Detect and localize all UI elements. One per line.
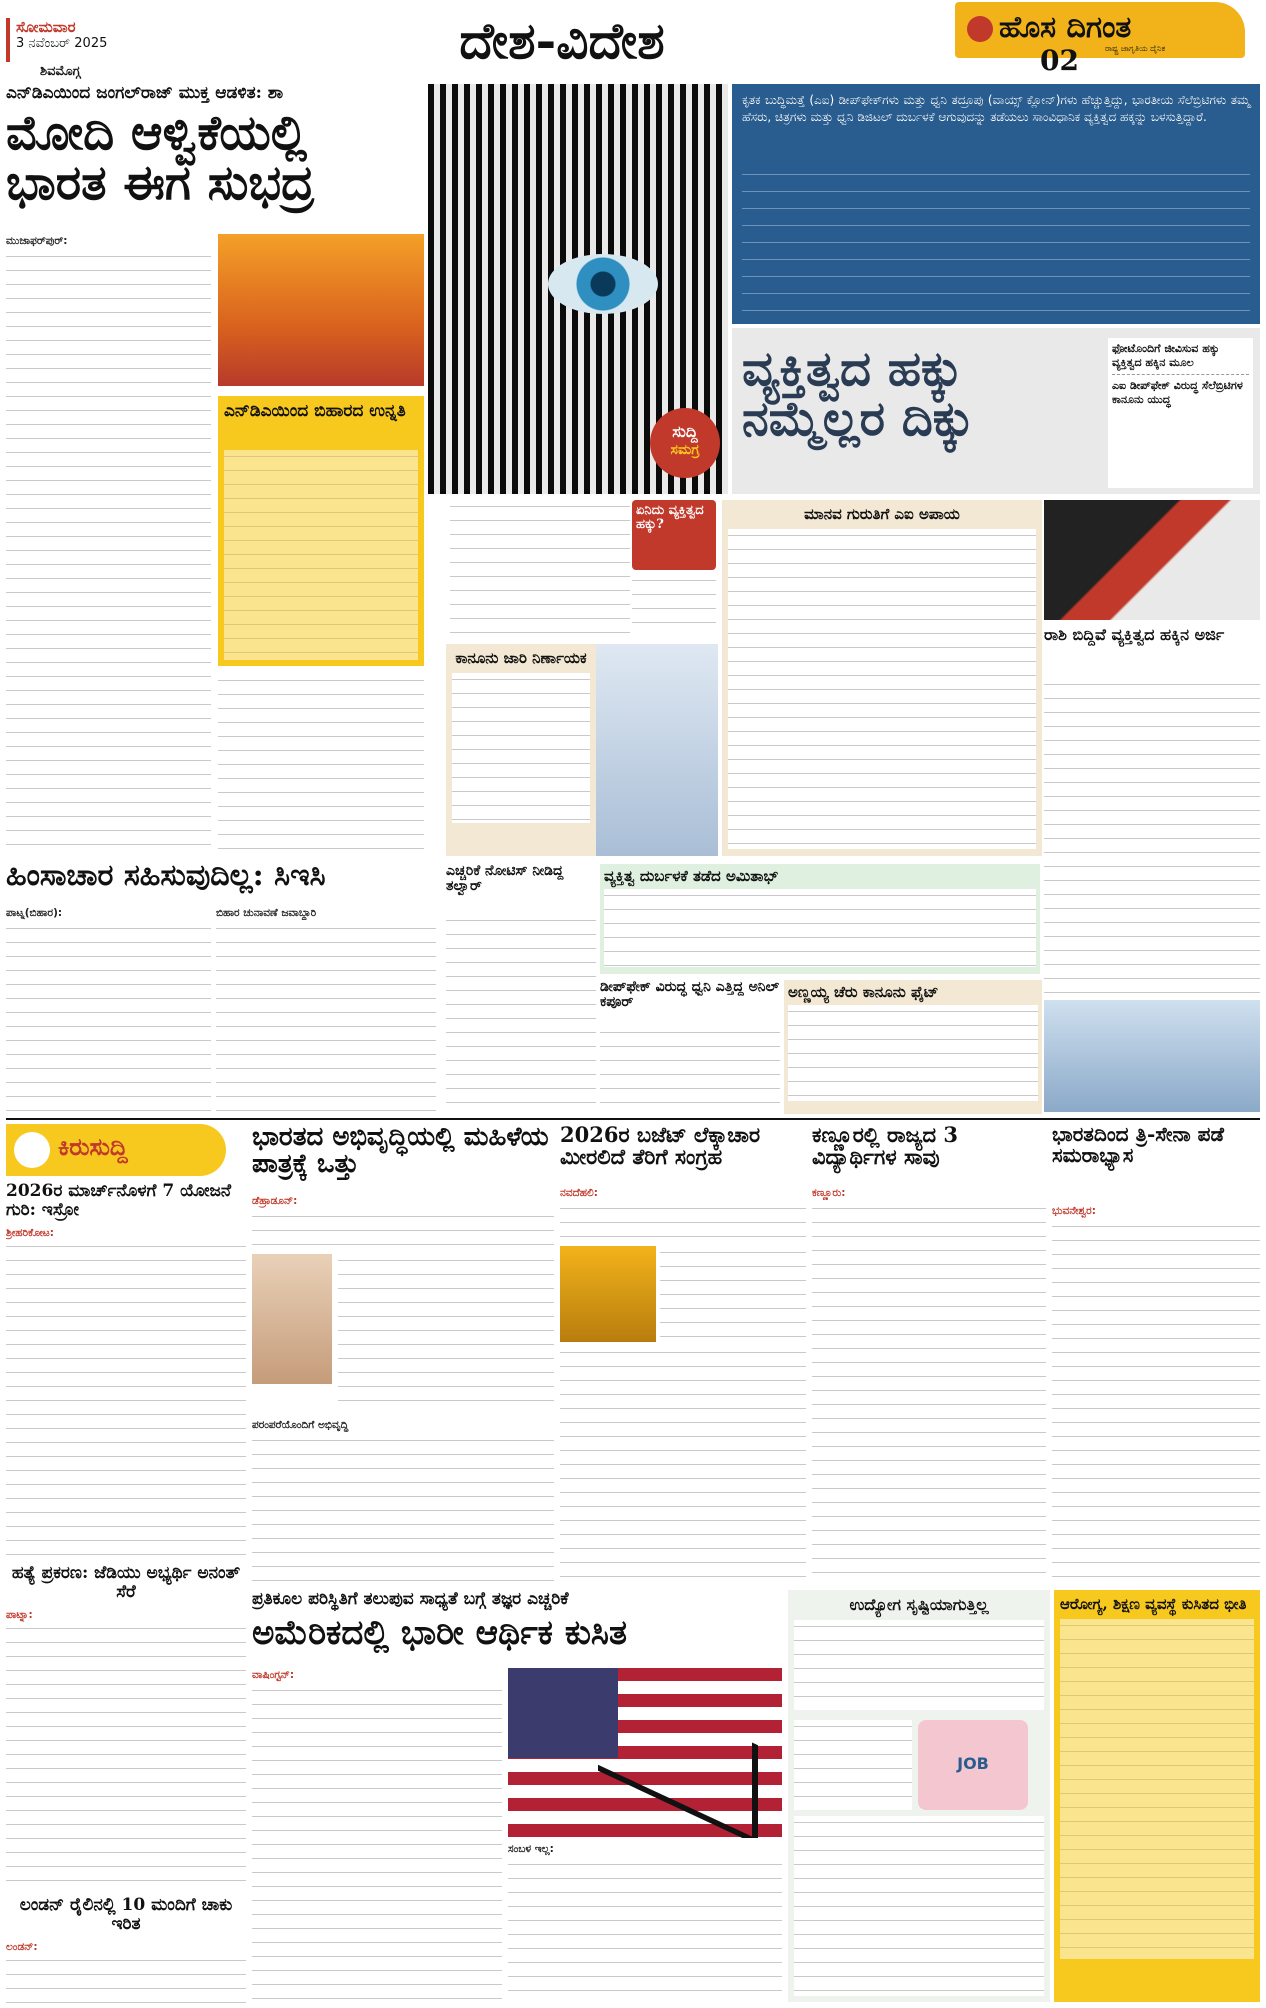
rai-title: ರಾಶಿ ಬಿದ್ದಿವೆ ವ್ಯಕ್ತಿತ್ವದ ಹಕ್ಕಿನ ಅರ್ಜಿ [1044,626,1225,644]
badge-line1: ಸುದ್ದಿ [672,422,698,441]
us-headline: ಅಮೆರಿಕದಲ್ಲಿ ಭಾರೀ ಆರ್ಥಿಕ ಕುಸಿತ [252,1616,627,1653]
jobs-text-3 [794,1816,1044,1996]
us-text-2 [508,1858,782,2002]
ai-box [722,500,1042,856]
jobs-text-2 [794,1720,912,1810]
anil-text [600,1026,780,1114]
health-title: ಆರೋಗ್ಯ, ಶಿಕ್ಷಣ ವ್ಯವಸ್ಥೆ ಕುಸಿತದ ಭೀತಿ [1060,1595,1247,1613]
lead-box-title: ಎನ್‌ಡಿಎಯಿಂದ ಬಿಹಾರದ ಉನ್ನತಿ [224,402,406,421]
lead-story [6,84,424,854]
date-box [6,18,156,62]
q-title: ಏನಿದು ವ್ಯಕ್ತಿತ್ವದ ಹಕ್ಕು? [636,503,704,533]
feature-intro-box [732,84,1260,324]
job-icon [918,1720,1028,1810]
budget-text-top [560,1202,806,1242]
annayya-text [788,1005,1038,1101]
paper-name: ಹೊಸ ದಿಗಂತ [999,10,1132,45]
paper-logo [955,2,1245,58]
women-text-top [252,1210,554,1250]
women-photo [252,1254,332,1384]
lead-headline: ಮೋದಿ ಆಳ್ವಿಕೆಯಲ್ಲಿ ಭಾರತ ಈಗ ಸುಭದ್ರ [6,108,315,212]
feature-image [428,84,728,494]
mask-image [1044,500,1260,620]
feature-intro-text: ಕೃತಕ ಬುದ್ಧಿಮತ್ತೆ (ಎಐ) ಡೀಪ್‌ಫೇಕ್‌ಗಳು ಮತ್ತು ಧ್ವನಿ ತದ್ರೂಪು (ವಾಯ್ಸ್ ಕ್ಲೋನ್)ಗಳು ಹೆಚ್ಚುತ್ತಿದ್ದು, ಭಾರತೀಯ ಸೆಲೆಬ್ರಿಟಿಗಳು ತಮ್ಮ ಹೆಸರು, ಚಿತ್ರಗಳು ಮತ್ತು ಧ್ವನಿ ಡಿಜಿಟಲ್ ದುರ್ಬಳಕೆ ಆಗುವುದನ್ನು ತಡೆಯಲು ಸಾಂವಿಧಾನಿಕ ವ್ಯಕ್ತಿತ್ವದ ಹಕ್ಕನ್ನು ಬಳಸುತ್ತಿದ್ದಾರೆ. [742,93,1250,124]
notice-text [446,914,596,1114]
budget-headline: 2026ರ ಬಜೆಟ್ ಲೆಕ್ಕಾಚಾರ ಮೀರಲಿದೆ ತೆರಿಗೆ ಸಂಗ್ರಹ [560,1124,761,1170]
health-text [1060,1619,1254,1959]
lead-photo [218,234,424,386]
lead-text-col2 [218,674,424,854]
kannur-headline: ಕಣ್ಣೂರಲ್ಲಿ ರಾಜ್ಯದ 3 ವಿದ್ಯಾರ್ಥಿಗಳ ಸಾವು [812,1124,959,1170]
amitabh-text [604,889,1036,967]
jobs-text-1 [794,1620,1044,1710]
brief-1-text [6,1240,246,1560]
lead-box-text [224,450,418,660]
eye-icon [548,254,658,314]
amitabh-box [600,864,1040,974]
budget-story [560,1124,806,1584]
divider [6,1118,1260,1120]
us-sub: ಸಂಬಳ ಇಲ್ಲ: [508,1843,554,1855]
robot-image [596,644,718,856]
rai-text [1044,678,1260,998]
women-story [252,1124,554,1584]
violence-text-1 [6,922,211,1114]
brief-2-text [6,1622,246,1892]
exercise-dateline: ಭುವನೇಶ್ವರ: [1052,1205,1096,1217]
lead-text-col1 [6,250,211,854]
ai-text [728,529,1036,849]
law-title: ಕಾನೂನು ಜಾರಿ ನಿರ್ಣಾಯಕ [455,649,587,667]
feature-points [1108,338,1253,488]
brief-3-dateline: ಲಂಡನ್: [6,1941,38,1953]
feature-headline-box [732,328,1260,494]
brief-2-dateline: ಪಾಟ್ನಾ: [6,1609,33,1621]
us-kicker: ಪ್ರತಿಕೂಲ ಪರಿಸ್ಥಿತಿಗೆ ತಲುಪುವ ಸಾಧ್ಯತೆ ಬಗ್ಗೆ ತಜ್ಞರ ಎಚ್ಚರಿಕೆ [252,1590,569,1609]
brief-1-title: 2026ರ ಮಾರ್ಚ್‌ನೊಳಗೆ 7 ಯೋಜನೆ ಗುರಿ: ಇಸ್ರೋ [6,1182,232,1220]
ai-title: ಮಾನವ ಗುರುತಿಗೆ ಎಐ ಅಪಾಯ [804,505,960,523]
day-label: ಸೋಮವಾರ [16,18,76,36]
jobs-title: ಉದ್ಯೋಗ ಸೃಷ್ಟಿಯಾಗುತ್ತಿಲ್ಲ [849,1595,989,1614]
exercise-story [1052,1124,1260,1584]
job-icon-text: JOB [957,1754,989,1773]
decline-arrow-icon [598,1671,758,1838]
feature-point-2: ಎಐ ಡೀಪ್‌ಫೇಕ್ ವಿರುದ್ಧ ಸೆಲೆಬ್ರಿಟಿಗಳ ಕಾನೂನು ಯುದ್ಧ [1112,379,1243,406]
feature-headline: ವ್ಯಕ್ತಿತ್ವದ ಹಕ್ಕು ನಮ್ಮೆಲ್ಲರ ದಿಕ್ಕು [742,344,975,448]
brief-2-title: ಹತ್ಯೆ ಪ್ರಕರಣ: ಜೆಡಿಯು ಅಭ್ಯರ್ಥಿ ಅನಂತ್ ಸೆರೆ [11,1564,241,1602]
exercise-headline: ಭಾರತದಿಂದ ತ್ರಿ-ಸೇನಾ ಪಡೆ ಸಮರಾಭ್ಯಾಸ [1052,1124,1224,1167]
us-dateline: ವಾಷಿಂಗ್ಟನ್: [252,1669,295,1681]
violence-dateline: ಪಾಟ್ನ(ಬಿಹಾರ): [6,907,63,919]
paper-tagline: ರಾಷ್ಟ್ರ ಜಾಗೃತಿಯ ದೈನಿಕ [1105,44,1166,53]
briefs-column [6,1124,246,2004]
jobs-box [788,1590,1050,2002]
place-label: ಶಿವಮೊಗ್ಗ [40,64,81,79]
notice-title: ಎಚ್ಚರಿಕೆ ನೋಟಿಸ್ ನೀಡಿದ್ದ ತಲ್ವಾರ್ [446,864,564,895]
annayya-box [784,980,1042,1114]
section-title: ದೇಶ-ವಿದೇಶ [459,11,665,70]
budget-dateline: ನವದೆಹಲಿ: [560,1187,598,1199]
us-text-1 [252,1684,502,2002]
annayya-title: ಅಣ್ಣಯ್ಯ ಚೆರು ಕಾನೂನು ಫೈಟ್ [788,983,939,1001]
women-dateline: ಡೆಹ್ರಾಡೂನ್: [252,1195,298,1207]
tax-image [560,1246,656,1342]
law-box [446,644,596,856]
lamp-icon [967,16,993,42]
date-label: 3 ನವೆಂಬರ್ 2025 [16,36,108,51]
q-badge [632,500,716,570]
budget-text-1 [660,1246,806,1342]
law-text [452,673,590,823]
us-story [252,1590,782,2002]
pointer-icon [14,1132,50,1168]
kannur-dateline: ಕಣ್ಣೂರು: [812,1187,846,1199]
us-flag-image [508,1668,782,1838]
page-number: 02 [1040,44,1079,77]
amitabh-title: ವ್ಯಕ್ತಿತ್ವ ದುರ್ಬಳಕೆ ತಡೆದ ಅಮಿತಾಭ್ [604,867,779,885]
kannur-text [812,1202,1046,1584]
lead-dateline: ಮುಜಾಫರ್‌ಪುರ್: [6,235,68,247]
masthead [0,0,1266,82]
health-box [1054,1590,1260,2002]
lead-box [218,396,424,666]
violence-text-2 [216,922,436,1114]
brief-1-dateline: ಶ್ರೀಹರಿಕೋಟ: [6,1227,54,1239]
badge-line2: ಸಮಗ್ರ [670,442,700,458]
q-text-2 [632,574,716,636]
women-text-2 [252,1434,554,1584]
briefs-header [6,1124,226,1176]
brief-3-title: ಲಂಡನ್ ರೈಲಿನಲ್ಲಿ 10 ಮಂದಿಗೆ ಚಾಕು ಇರಿತ [19,1896,233,1934]
feature-badge [650,408,720,478]
lead-kicker: ಎನ್‌ಡಿಎಯಿಂದ ಜಂಗಲ್‌ರಾಜ್ ಮುಕ್ತ ಆಡಳಿತ: ಶಾ [6,84,284,103]
women-headline: ಭಾರತದ ಅಭಿವೃದ್ಧಿಯಲ್ಲಿ ಮಹಿಳೆಯ ಪಾತ್ರಕ್ಕೆ ಒತ್ತು [252,1124,549,1180]
women-sub: ಪರಂಪರೆಯೊಂದಿಗೆ ಅಭಿವೃದ್ಧಿ [252,1419,349,1431]
brief-3-text [6,1954,246,2004]
briefs-label: ಕಿರುಸುದ್ದಿ [58,1134,128,1161]
anil-title: ಡೀಪ್‌ಫೇಕ್ ವಿರುದ್ಧ ಧ್ವನಿ ಎತ್ತಿದ್ದ ಅನಿಲ್ ಕಪೂರ್ [600,980,780,1011]
violence-sub: ಬಿಹಾರ ಚುನಾವಣೆ ಜವಾಬ್ದಾರಿ [216,907,317,919]
q-text [450,500,630,636]
exercise-text [1052,1220,1260,1584]
violence-headline: ಹಿಂಸಾಚಾರ ಸಹಿಸುವುದಿಲ್ಲ: ಸಿಇಸಿ [6,860,326,893]
women-text-1 [338,1254,554,1414]
feature-point-1: ಫೋಟೊಂದಿಗೆ ಜೀವಿಸುವ ಹಕ್ಕು ವ್ಯಕ್ತಿತ್ವದ ಹಕ್ಕಿನ ಮೂಲ [1112,342,1249,375]
kannur-story [812,1124,1046,1584]
feature-intro-fill [742,164,1250,314]
budget-text-2 [560,1346,806,1584]
faces-image [1044,1000,1260,1112]
